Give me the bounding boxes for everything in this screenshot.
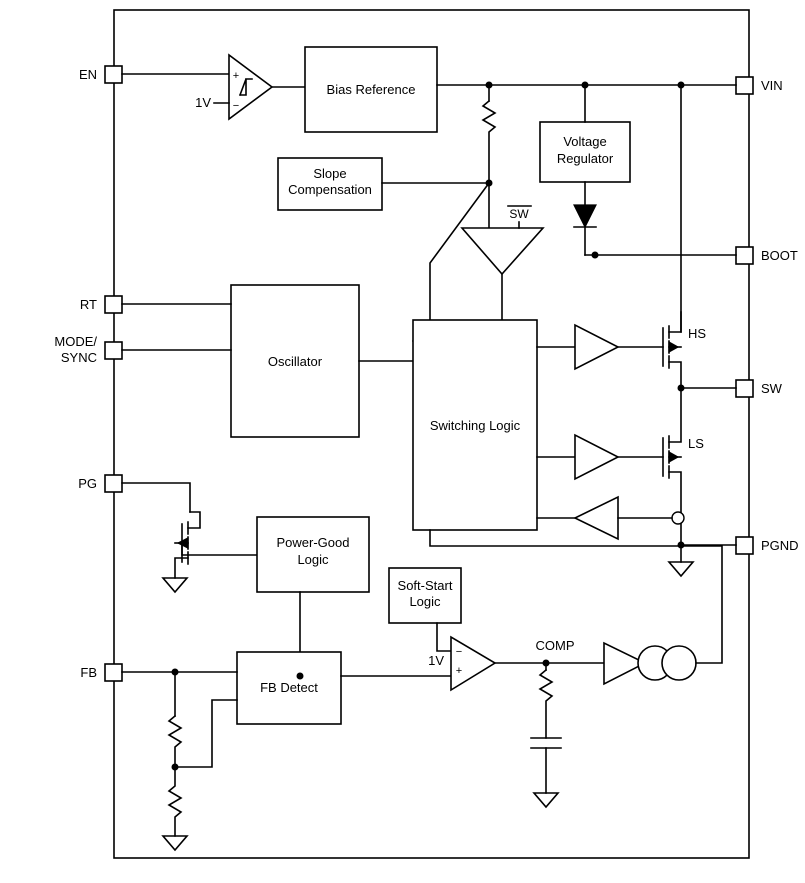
resistor-vin-pullup: [483, 101, 495, 182]
block-slope-compensation-label-line1: Slope: [313, 166, 347, 181]
ls-fet-label: LS: [688, 436, 704, 451]
wire-current-source-feedback: [430, 530, 722, 663]
wire-pg-pad-to-fet: [122, 483, 190, 512]
block-power-good-logic-label-line2: Logic: [297, 552, 329, 567]
block-bias-reference: [305, 47, 437, 132]
hs-gate-driver: [575, 325, 618, 369]
ls-fet-source-lead: [669, 472, 681, 545]
resistor-fb-lower: [169, 767, 181, 836]
pin-en[interactable]: [79, 66, 122, 83]
hs-fet-label: HS: [688, 326, 707, 341]
pin-mode-sync-label-line1: MODE/: [54, 334, 97, 349]
pin-en-label: EN: [78, 67, 97, 82]
ls-fet-arrow: [669, 452, 678, 462]
resistor-comp: [540, 670, 552, 738]
sw-sense-buffer: [462, 228, 543, 274]
comp-node-label: COMP: [535, 638, 575, 653]
pin-fb-label: FB: [80, 665, 97, 680]
pin-fb[interactable]: [80, 664, 122, 681]
hs-fet-arrow: [669, 342, 678, 352]
zero-cross-comparator: [575, 497, 618, 539]
wire-pg-gate-to-logic: [182, 543, 257, 555]
block-slope-compensation: [278, 158, 382, 210]
en-threshold-label: 1V: [195, 95, 211, 110]
error-amp-ref-label: 1V: [428, 653, 444, 668]
ls-gate-driver: [575, 435, 618, 479]
pin-rt[interactable]: [80, 296, 122, 313]
hs-fet-drain-lead: [669, 312, 681, 332]
zero-cross-input-node: [672, 512, 684, 524]
block-fb-detect-label: FB Detect: [260, 680, 318, 695]
pin-mode-sync[interactable]: [54, 334, 122, 365]
pin-pg[interactable]: [78, 475, 122, 492]
node-dot-fb-detect-out: [297, 673, 304, 680]
block-voltage-regulator: [540, 122, 630, 182]
block-soft-start-logic-label-line1: Soft-Start: [397, 578, 453, 593]
pin-pgnd-label: PGND: [761, 538, 799, 553]
block-switching-logic-label: Switching Logic: [429, 418, 521, 433]
sw-bootstrap-label: SW: [509, 207, 529, 221]
error-amplifier: [451, 637, 495, 690]
block-oscillator: [231, 285, 359, 437]
resistor-fb-upper: [169, 716, 181, 767]
block-oscillator-label: Oscillator: [267, 354, 323, 369]
node-dot-sw: [678, 385, 685, 392]
ground-symbol-pg: [163, 578, 187, 592]
ground-symbol-comp: [534, 793, 558, 807]
pg-fet-drain-lead: [188, 512, 200, 528]
block-bias-reference-label: Bias Reference: [326, 82, 416, 97]
block-soft-start-logic-label-line2: Logic: [409, 594, 441, 609]
block-switching-logic: [413, 320, 537, 530]
pin-pg-label: PG: [78, 476, 97, 491]
en-comparator-minus: −: [232, 100, 240, 112]
bootstrap-diode: [574, 205, 596, 227]
pin-sw-label: SW: [761, 381, 782, 396]
wire-sense-to-switching-logic: [413, 183, 489, 341]
current-source-circle-right: [662, 646, 696, 680]
pin-sw[interactable]: [736, 380, 783, 397]
en-comparator-plus: +: [232, 70, 240, 82]
ground-symbol-pgnd: [669, 562, 693, 576]
hs-fet-source-lead: [669, 362, 681, 388]
wire-divider-tap-to-fb-detect: [175, 700, 237, 767]
block-slope-compensation-label-line2: Compensation: [288, 182, 372, 197]
block-power-good-logic-label-line1: Power-Good: [276, 535, 350, 550]
pin-boot-label: BOOT: [761, 248, 798, 263]
error-amp-minus: −: [455, 646, 463, 658]
node-dot-boot: [592, 252, 599, 259]
block-power-good-logic: [257, 517, 369, 592]
pin-rt-label: RT: [79, 297, 97, 312]
wire-soft-start-to-error-amp: [437, 623, 451, 651]
error-amp-plus: +: [455, 665, 463, 677]
ls-fet-drain-lead: [669, 388, 681, 442]
pin-mode-sync-label-line2: SYNC: [60, 350, 97, 365]
ground-symbol-fb: [163, 836, 187, 850]
block-voltage-regulator-label-line1: Voltage: [563, 134, 607, 149]
pin-vin-label: VIN: [761, 78, 783, 93]
block-fb-detect: [237, 652, 341, 724]
block-soft-start-logic: [389, 568, 461, 623]
pin-vin[interactable]: [736, 77, 783, 94]
block-voltage-regulator-label-line2: Regulator: [556, 151, 614, 166]
pin-boot[interactable]: [736, 247, 798, 264]
pin-pgnd[interactable]: [736, 537, 799, 554]
pg-fet-arrow: [178, 538, 188, 548]
